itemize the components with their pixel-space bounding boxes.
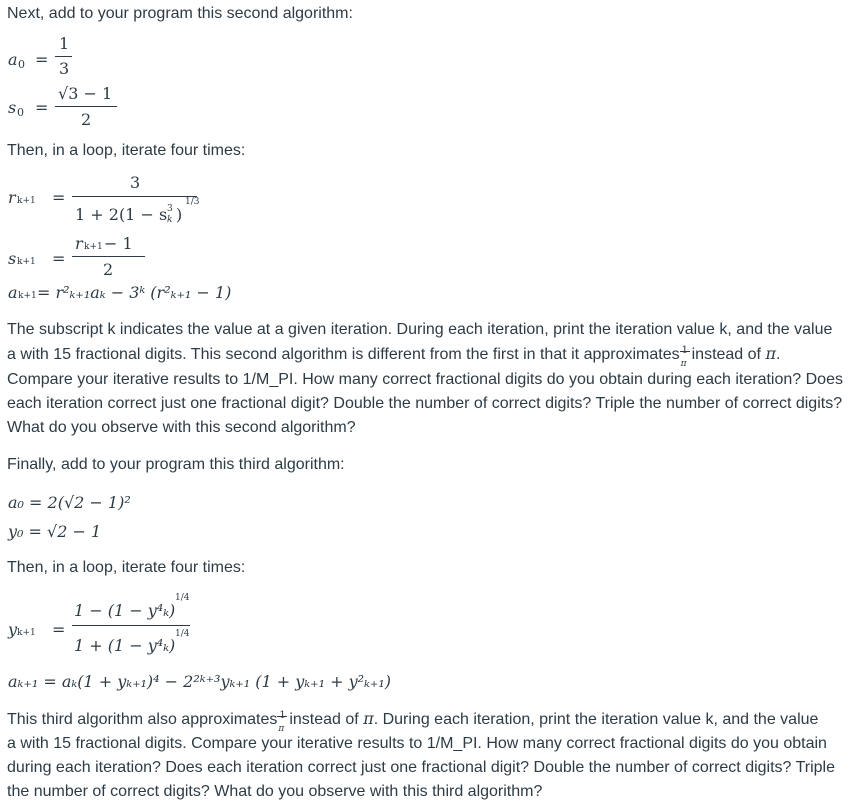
s-frac-bar <box>72 256 145 257</box>
s-den: 2 <box>103 260 114 279</box>
a0-frac-bar <box>55 56 72 57</box>
a0-eq: = <box>35 50 49 69</box>
r-lhs: r <box>8 188 16 207</box>
r-frac-bar <box>72 196 197 197</box>
para3-line1 <box>7 707 818 732</box>
para2-line1: The subscript k indicates the value at a given iteration. During each iteration, print the iteration value k, and the value <box>7 321 833 338</box>
pi-symbol: π <box>765 344 776 363</box>
s0-sub: 0 <box>17 106 24 119</box>
a-lhs-sub: k+1 <box>18 291 37 301</box>
algo3-y0-equation: y₀ = √2 − 1 <box>8 522 102 541</box>
r-den-b: ) <box>176 205 183 224</box>
a0-den: 3 <box>59 59 70 78</box>
pi-symbol: π <box>363 709 374 728</box>
y-num: 1 − (1 − y⁴ₖ) <box>74 601 176 620</box>
a0-lhs: a <box>8 50 18 69</box>
r-den-a: 1 + 2(1 − s <box>75 205 168 224</box>
a-rhs: = r²ₖ₊₁aₖ − 3ᵏ (r²ₖ₊₁ − 1) <box>37 283 232 302</box>
para3-line4: the number of correct digits? What do you observe with this third algorithm? <box>7 783 543 800</box>
y-den: 1 + (1 − y⁴ₖ) <box>74 636 176 655</box>
r-num: 3 <box>130 173 141 192</box>
s-num: r <box>75 234 83 253</box>
s0-num: √3 − 1 <box>58 84 113 103</box>
intro-text: Next, add to your program this second algorithm: <box>7 5 353 22</box>
one-over-pi-fraction <box>680 343 692 369</box>
s-num-b: − 1 <box>104 234 133 253</box>
algo3-a0-equation: a₀ = 2(√2 − 1)² <box>8 493 131 512</box>
s0-den: 2 <box>81 110 92 129</box>
s-num-sub: k+1 <box>84 242 103 252</box>
para2-line5: What do you observe with this second algorithm? <box>7 419 356 436</box>
r-eq: = <box>52 188 66 207</box>
y-num-exp: 1/4 <box>175 593 190 603</box>
para3-line1c: . During each iteration, print the iteration value k, and the value <box>373 711 819 728</box>
para2-line2a: a with 15 fractional digits. This second algorithm is different from the first in that it approximates <box>7 346 680 363</box>
loop-instruction-2: Then, in a loop, iterate four times: <box>7 559 246 576</box>
frac-den: π <box>278 724 285 734</box>
s-eq: = <box>52 249 66 268</box>
y-lhs-sub: k+1 <box>17 628 36 638</box>
a0-num: 1 <box>59 34 70 53</box>
one-over-pi-fraction <box>277 708 289 734</box>
r-lhs-sub: k+1 <box>17 196 36 206</box>
y-den-exp: 1/4 <box>175 629 190 639</box>
s0-eq: = <box>35 98 49 117</box>
y-lhs: y <box>8 620 18 639</box>
r-den-exp: 1/3 <box>185 197 200 207</box>
s0-lhs: s <box>8 98 17 117</box>
s-lhs-sub: k+1 <box>17 257 36 267</box>
y-frac-bar <box>72 625 190 626</box>
s-lhs: s <box>8 249 17 268</box>
s0-frac-bar <box>55 106 117 107</box>
a-lhs: a <box>8 283 18 302</box>
loop-instruction-1: Then, in a loop, iterate four times: <box>7 142 246 159</box>
r-den-sup: 3 <box>167 204 173 214</box>
para2-line2c: . <box>775 346 781 363</box>
para3-line3: during each iteration? Does each iteration correct just one fractional digit? Double the number of correct digits? Triple <box>7 759 836 776</box>
para2-line2 <box>7 342 780 367</box>
para3-line2: a with 15 fractional digits. Compare your iterative results to 1/M_PI. How many correct fractional digits do you obtain <box>7 735 827 752</box>
finally-text: Finally, add to your program this third algorithm: <box>7 456 345 473</box>
iter3-a-equation: aₖ₊₁ = aₖ(1 + yₖ₊₁)⁴ − 2²ᵏ⁺³yₖ₊₁ (1 + yₖ₊₁ + y²ₖ₊₁) <box>8 672 391 691</box>
para2-line3: Compare your iterative results to 1/M_PI. How many correct fractional digits do you obtain during each iteration? Does <box>7 371 843 388</box>
r-den-sub: k <box>167 215 173 225</box>
frac-den: π <box>680 359 687 369</box>
y-eq: = <box>52 620 66 639</box>
para2-line4: each iteration correct just one fractional digit? Double the number of correct digits? Triple the number of correct digits? <box>7 395 843 412</box>
a0-sub: 0 <box>18 58 25 71</box>
para2-line2b: instead of <box>691 346 761 363</box>
para3-line1a: This third algorithm also approximates <box>7 711 278 728</box>
para3-line1b: instead of <box>289 711 359 728</box>
